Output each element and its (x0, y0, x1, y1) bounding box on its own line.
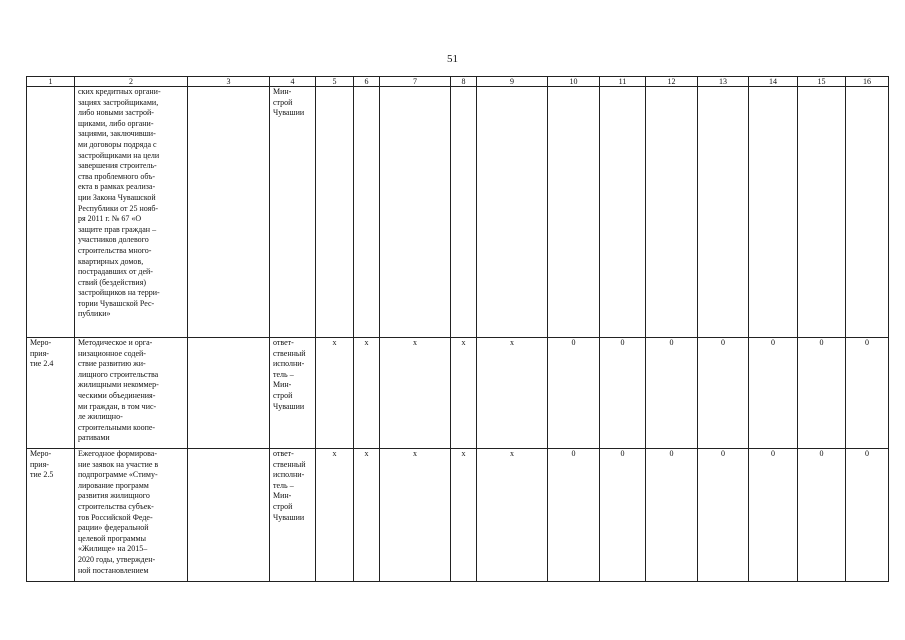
value-cell: х (380, 449, 451, 582)
value-cell: 0 (798, 338, 846, 449)
value-cell (798, 87, 846, 338)
header-cell: 1 (27, 77, 75, 87)
row-description: Ежегодное формирова- ние заявок на участие в подпрограмме «Стиму- лирование программ развития жилищного строительства субъек- тов Российской Феде- рации» федеральной целевой программы «Жилище» на 2015– 2020 годы, утвержден- ной постановлением (75, 449, 188, 582)
value-cell (600, 87, 646, 338)
header-cell: 10 (548, 77, 600, 87)
value-cell: х (316, 338, 354, 449)
table-row (27, 338, 889, 449)
header-cell: 3 (188, 77, 270, 87)
table-row (27, 87, 889, 338)
row-col3 (188, 87, 270, 338)
value-cell (698, 87, 749, 338)
value-cell: х (477, 449, 548, 582)
row-description: Методическое и орга- низационное содей- ствие развитию жи- лищного строительства жилищными некоммер- ческими объединения- ми граждан, в том чис- ле жилищно- строительными коопе- ративами (75, 338, 188, 449)
row-label (27, 87, 75, 338)
row-responsible: Мин- строй Чувашии (270, 87, 316, 338)
row-col3 (188, 338, 270, 449)
value-cell: х (354, 449, 380, 582)
header-cell: 7 (380, 77, 451, 87)
header-cell: 8 (451, 77, 477, 87)
row-responsible: ответ- ственный исполни- тель – Мин- строй Чувашии (270, 449, 316, 582)
value-cell (354, 87, 380, 338)
value-cell (477, 87, 548, 338)
value-cell (316, 87, 354, 338)
header-cell: 9 (477, 77, 548, 87)
value-cell: х (477, 338, 548, 449)
value-cell: х (380, 338, 451, 449)
header-cell: 11 (600, 77, 646, 87)
value-cell (548, 87, 600, 338)
row-label: Меро- прия- тие 2.5 (27, 449, 75, 582)
header-cell: 13 (698, 77, 749, 87)
row-description: ских кредитных органи- зациях застройщиками, либо новыми застрой- щиками, либо органи- зациями, заключивши- ми договоры подряда с застройщиками на цели завершения строитель- ства проблемного объ- екта в рамках реализа- ции Закона Чувашской Республики от 25 нояб- ря 2011 г. № 67 «О защите прав граждан – участников долевого строительства много- квартирных домов, пострадавших от дей- ствий (бездействия) застройщиков на терри- тории Чувашской Рес- публики» (75, 87, 188, 338)
value-cell: х (451, 449, 477, 582)
value-cell: 0 (749, 338, 798, 449)
page-number: 51 (447, 53, 458, 65)
row-responsible: ответ- ственный исполни- тель – Мин- строй Чувашии (270, 338, 316, 449)
header-cell: 6 (354, 77, 380, 87)
value-cell: х (316, 449, 354, 582)
table-row (27, 449, 889, 582)
header-cell: 4 (270, 77, 316, 87)
header-cell: 2 (75, 77, 188, 87)
value-cell: х (354, 338, 380, 449)
value-cell: 0 (698, 449, 749, 582)
value-cell: х (451, 338, 477, 449)
header-cell: 16 (846, 77, 889, 87)
value-cell (380, 87, 451, 338)
value-cell: 0 (749, 449, 798, 582)
value-cell (646, 87, 698, 338)
value-cell: 0 (600, 338, 646, 449)
header-cell: 15 (798, 77, 846, 87)
header-cell: 14 (749, 77, 798, 87)
header-cell: 12 (646, 77, 698, 87)
value-cell (749, 87, 798, 338)
value-cell (451, 87, 477, 338)
value-cell: 0 (548, 338, 600, 449)
header-row (27, 77, 889, 87)
value-cell: 0 (846, 449, 889, 582)
value-cell: 0 (600, 449, 646, 582)
header-cell: 5 (316, 77, 354, 87)
value-cell: 0 (646, 338, 698, 449)
program-table (26, 76, 889, 582)
value-cell (846, 87, 889, 338)
value-cell: 0 (798, 449, 846, 582)
row-label: Меро- прия- тие 2.4 (27, 338, 75, 449)
row-col3 (188, 449, 270, 582)
value-cell: 0 (698, 338, 749, 449)
value-cell: 0 (846, 338, 889, 449)
value-cell: 0 (548, 449, 600, 582)
value-cell: 0 (646, 449, 698, 582)
